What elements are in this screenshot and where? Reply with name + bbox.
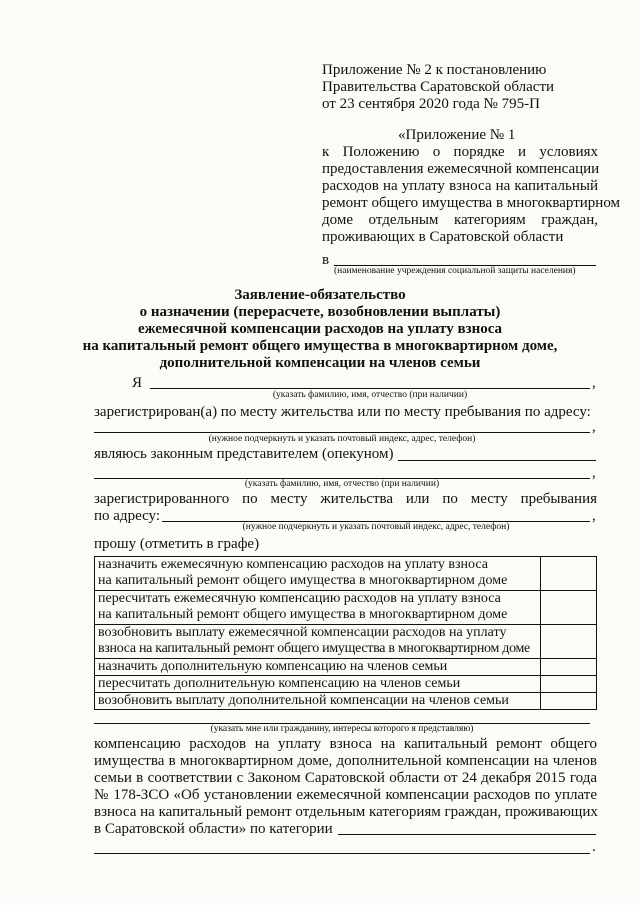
registered-label: зарегистрирован(а) по месту жительства или по месту пребывания по адресу: xyxy=(94,404,591,420)
option-row xyxy=(95,557,597,591)
rep-address-comma: , xyxy=(592,508,596,524)
appendix-line-1: Приложение № 2 к постановлению xyxy=(322,62,547,78)
annex-line-6: проживающих в Саратовской области xyxy=(322,229,564,245)
option-row xyxy=(95,591,597,625)
title-line-3: ежемесячной компенсации расходов на уплату взноса xyxy=(137,321,503,337)
option-text: на капитальный ремонт общего имущества в многоквартирном доме xyxy=(98,573,508,588)
title-line-2: о назначении (перерасчете, возобновлении выплаты) xyxy=(139,304,501,320)
option-text: взноса на капитальный ремонт общего имущества в многоквартирном доме xyxy=(98,641,530,656)
option-row xyxy=(95,659,597,676)
i-prefix: Я xyxy=(132,375,143,391)
rep-registered-line-2: по адресу: xyxy=(94,508,161,524)
options-table xyxy=(94,556,597,710)
rep-comma: , xyxy=(592,465,596,481)
rep-registered-line-1: зарегистрированного по месту жительства или по месту пребывания xyxy=(94,491,597,507)
option-text: пересчитать ежемесячную компенсацию расходов на уплату взноса xyxy=(98,591,501,606)
option-checkbox-assign-monthly[interactable] xyxy=(541,557,597,591)
body-line-6: в Саратовской области» по категории xyxy=(94,821,333,837)
name-comma: , xyxy=(592,375,596,391)
option-checkbox-resume-monthly[interactable] xyxy=(541,625,597,659)
title-line-4: на капитальный ремонт общего имущества в многоквартирном доме, xyxy=(82,338,558,354)
representative-label: являюсь законным представителем (опекуном) xyxy=(94,446,394,462)
option-text: возобновить выплату дополнительной компенсации на членов семьи xyxy=(98,693,509,708)
to-prefix: в xyxy=(322,252,330,268)
address-comma: , xyxy=(592,419,596,435)
option-text: назначить ежемесячную компенсацию расходов на уплату взноса xyxy=(98,557,488,572)
body-line-3: семьи в соответствии с Законом Саратовской области от 24 декабря 2015 года xyxy=(94,770,597,786)
institution-hint: (наименование учреждения социальной защиты населения) xyxy=(334,266,576,276)
annex-line-4: ремонт общего имущества в многоквартирном xyxy=(322,195,621,211)
body-line-1: компенсацию расходов на уплату взноса на капитальный ремонт общего xyxy=(94,736,597,752)
body-line-2: имущества в многоквартирном доме, дополнительной компенсации на членов xyxy=(94,753,597,769)
option-text: пересчитать дополнительную компенсацию на членов семьи xyxy=(98,676,461,691)
body-line-5: взноса на капитальный ремонт отдельным категориям граждан, проживающих xyxy=(94,804,598,820)
end-period: . xyxy=(592,839,596,855)
address-field[interactable] xyxy=(94,432,590,433)
category-field-1[interactable] xyxy=(338,834,596,835)
title-line-5: дополнительной компенсации на членов семьи xyxy=(159,355,481,371)
option-checkbox-resume-additional[interactable] xyxy=(541,693,597,710)
representative-field-1[interactable] xyxy=(398,460,596,461)
annex-line-5: доме отдельным категориям граждан, xyxy=(322,212,598,228)
option-text: на капитальный ремонт общего имущества в многоквартирном доме xyxy=(98,607,508,622)
annex-line-1: к Положению о порядке и условиях xyxy=(322,144,598,160)
option-row xyxy=(95,625,597,659)
applicant-name-field[interactable] xyxy=(150,388,590,389)
option-checkbox-assign-additional[interactable] xyxy=(541,659,597,676)
recipient-hint: (указать мне или гражданину, интересы которого я представляю) xyxy=(210,724,474,734)
option-checkbox-recalc-additional[interactable] xyxy=(541,676,597,693)
appendix-line-2: Правительства Саратовской области xyxy=(322,79,555,95)
request-label: прошу (отметить в графе) xyxy=(94,536,260,552)
category-field-2[interactable] xyxy=(94,853,590,854)
address-hint: (нужное подчеркнуть и указать почтовый индекс, адрес, телефон) xyxy=(208,434,476,444)
annex-title: «Приложение № 1 xyxy=(398,127,516,143)
appendix-line-3: от 23 сентября 2020 года № 795-П xyxy=(322,96,540,112)
annex-line-3: расходов на уплату взноса на капитальный xyxy=(322,178,598,194)
option-row xyxy=(95,693,597,710)
option-checkbox-recalc-monthly[interactable] xyxy=(541,591,597,625)
title-line-1: Заявление-обязательство xyxy=(234,287,406,303)
option-text: назначить дополнительную компенсацию на членов семьи xyxy=(98,659,448,674)
option-row xyxy=(95,676,597,693)
name-hint: (указать фамилию, имя, отчество (при наличии) xyxy=(272,390,468,400)
annex-line-2: предоставления ежемесячной компенсации xyxy=(322,161,600,177)
body-line-4: № 178-ЗСО «Об установлении ежемесячной компенсации расходов по уплате xyxy=(94,787,597,803)
rep-address-hint: (нужное подчеркнуть и указать почтовый индекс, адрес, телефон) xyxy=(242,522,510,532)
option-text: возобновить выплату ежемесячной компенсации расходов на уплату xyxy=(98,625,507,640)
rep-name-hint: (указать фамилию, имя, отчество (при наличии) xyxy=(244,479,440,489)
